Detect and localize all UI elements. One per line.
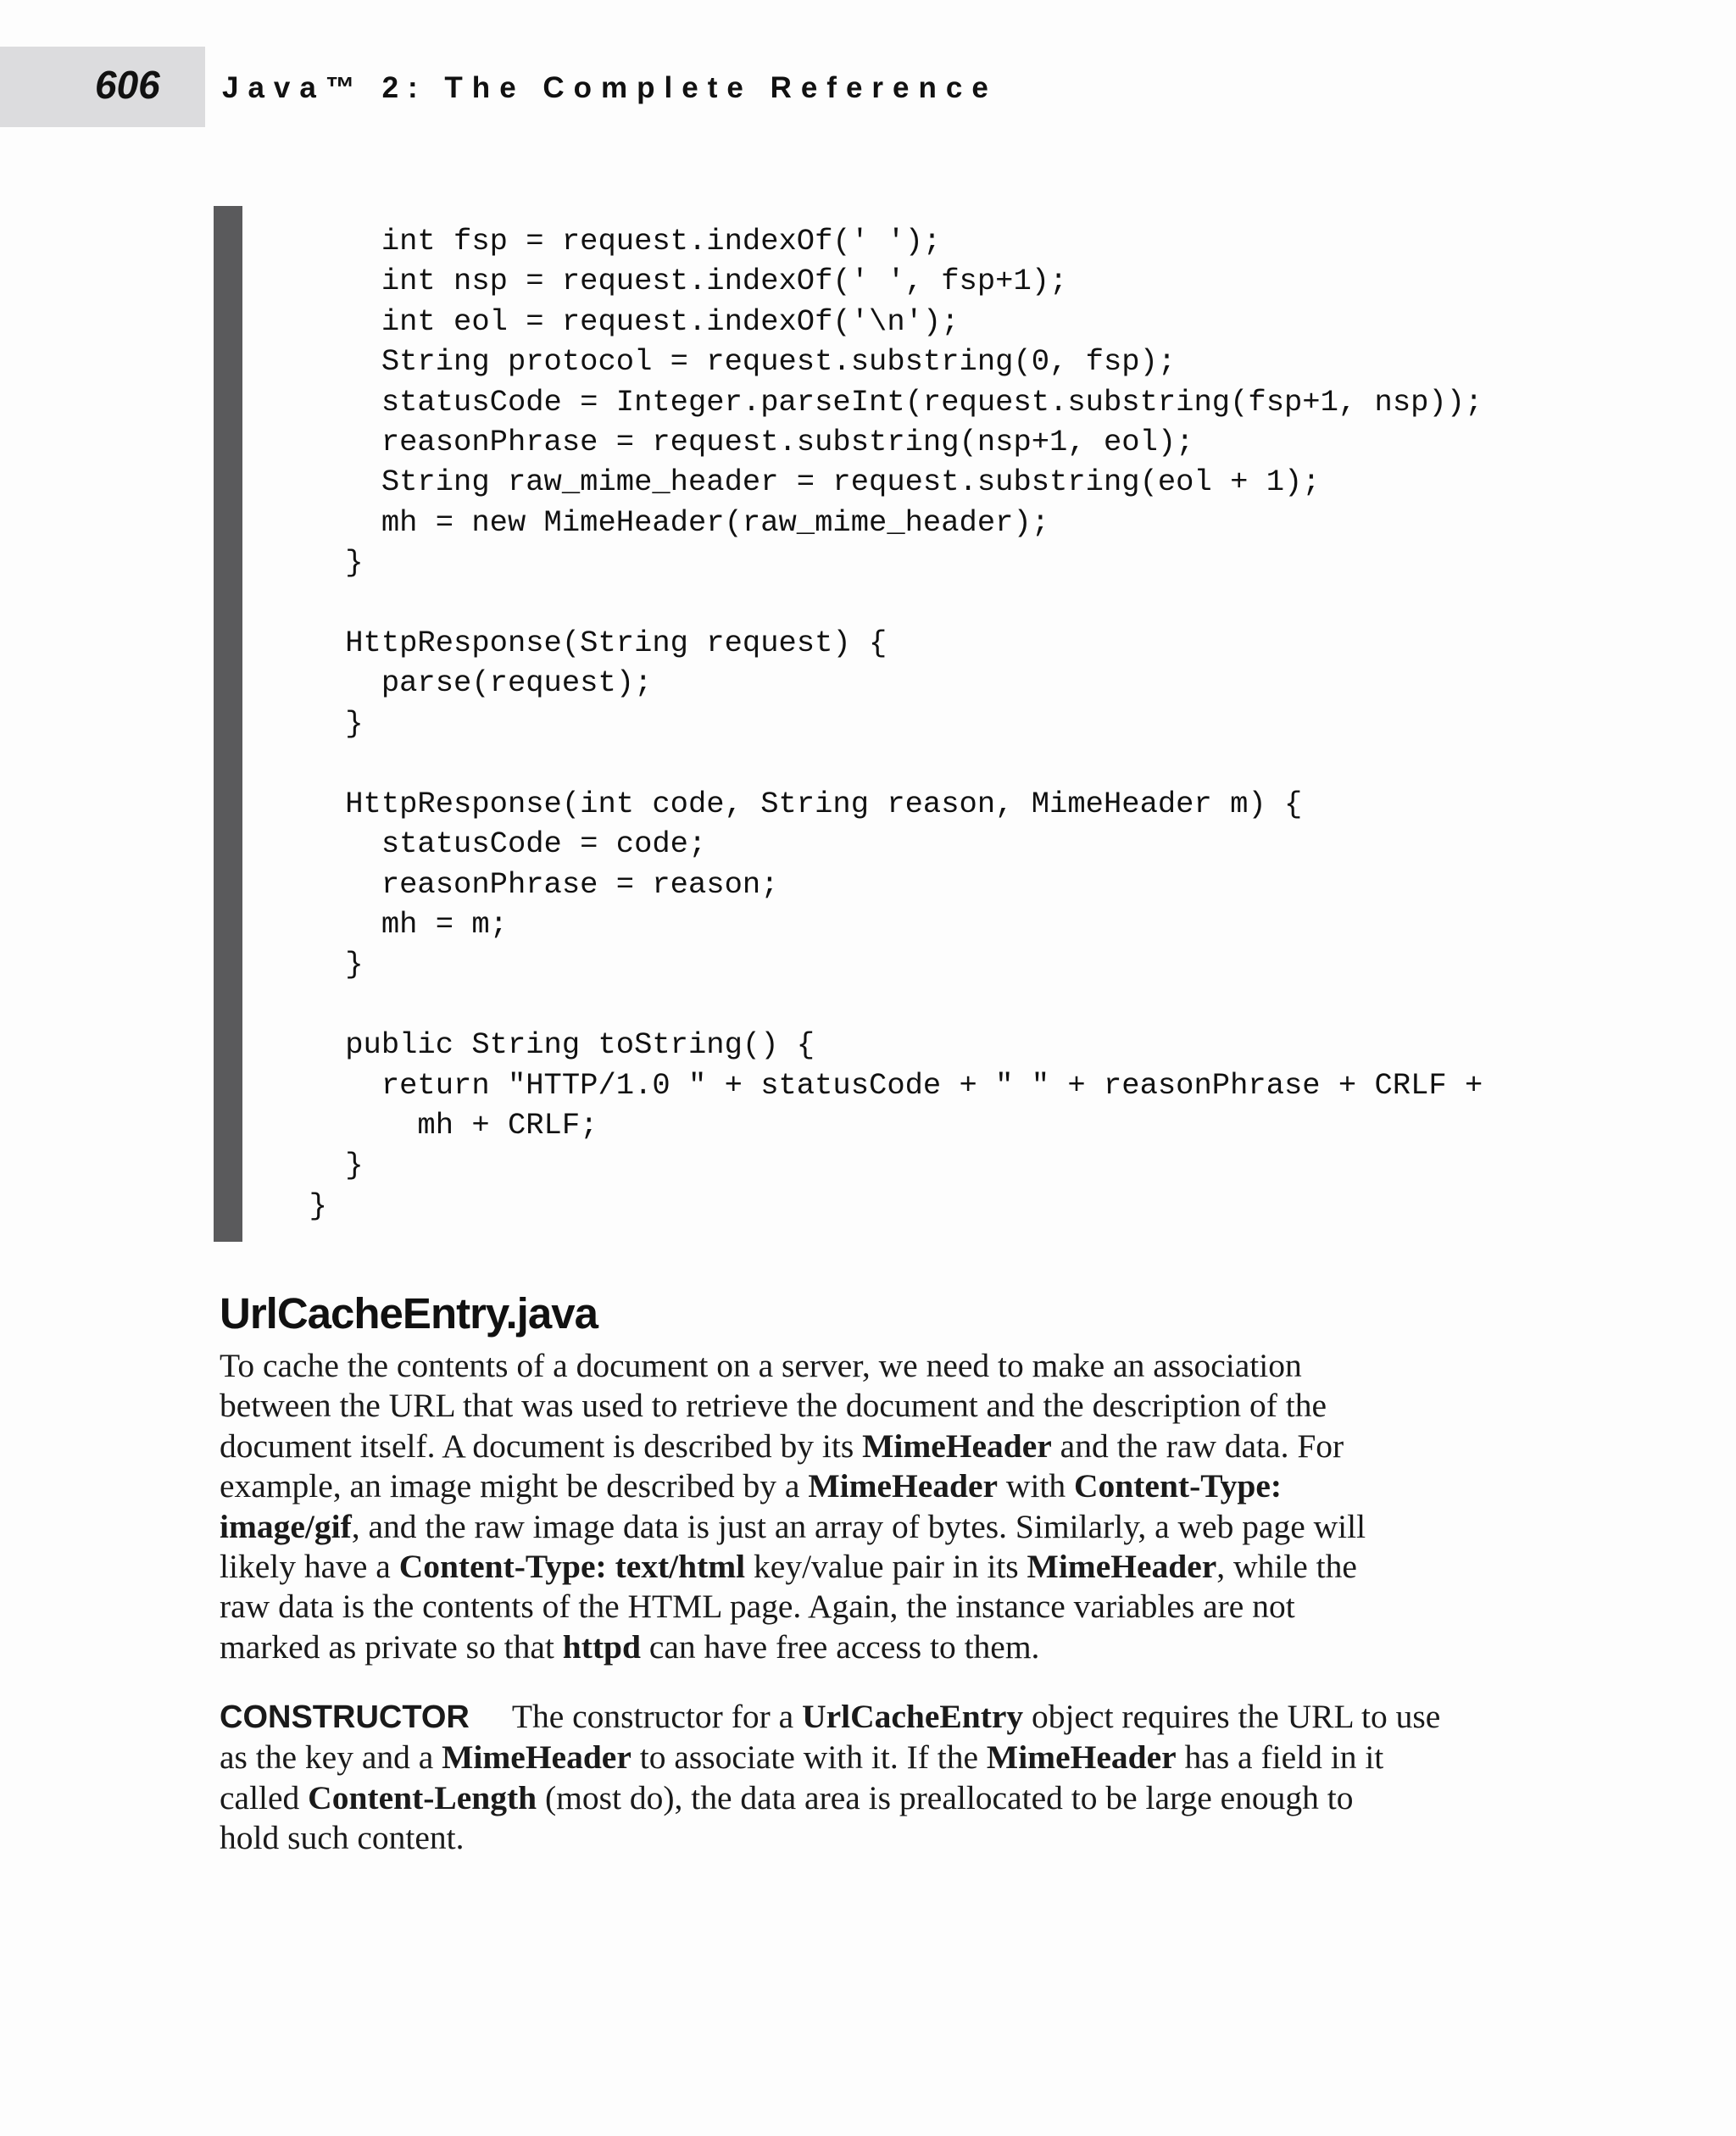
constructor-runin-heading: CONSTRUCTOR bbox=[220, 1699, 470, 1735]
text-run: marked as private so that bbox=[220, 1627, 563, 1666]
running-title: Java™ 2: The Complete Reference bbox=[222, 71, 998, 104]
paragraph-intro bbox=[220, 1346, 1542, 1667]
text-line bbox=[220, 1818, 1542, 1858]
text-line bbox=[220, 1427, 1542, 1466]
text-run: as the key and a bbox=[220, 1738, 442, 1777]
text-line bbox=[220, 1627, 1542, 1667]
text-run: has a field in it bbox=[1176, 1738, 1384, 1777]
text-run: likely have a bbox=[220, 1548, 399, 1586]
text-run: to associate with it. If the bbox=[631, 1738, 987, 1777]
bold-term: httpd bbox=[562, 1627, 641, 1666]
text-line bbox=[220, 1587, 1542, 1627]
bold-term: Content-Length bbox=[308, 1778, 537, 1816]
text-run: , and the raw image data is just an array of bytes. Similarly, a web page will bbox=[351, 1507, 1366, 1545]
text-run: , while the bbox=[1216, 1548, 1357, 1586]
text-line bbox=[220, 1697, 1542, 1738]
text-run: To cache the contents of a document on a server, we need to make an association bbox=[220, 1347, 1302, 1384]
text-run: (most do), the data area is preallocated to be large enough to bbox=[537, 1778, 1354, 1816]
text-run: with bbox=[998, 1467, 1075, 1505]
bold-term: MimeHeader bbox=[442, 1738, 632, 1777]
text-run: between the URL that was used to retrieve the document and the description of the bbox=[220, 1387, 1327, 1425]
bold-term: MimeHeader bbox=[1027, 1548, 1217, 1586]
text-run: example, an image might be described by a bbox=[220, 1467, 809, 1505]
text-line bbox=[220, 1547, 1542, 1587]
text-run: can have free access to them. bbox=[640, 1627, 1040, 1666]
text-line bbox=[220, 1507, 1542, 1547]
bold-term: image/gif bbox=[220, 1507, 352, 1545]
bold-term: Content-Type: bbox=[1074, 1467, 1283, 1505]
text-run: raw data is the contents of the HTML page. Again, the instance variables are not bbox=[220, 1588, 1295, 1626]
text-run: called bbox=[220, 1778, 309, 1816]
page-number: 606 bbox=[95, 63, 160, 107]
text-line bbox=[220, 1466, 1542, 1506]
text-line bbox=[220, 1778, 1542, 1818]
text-run: and the raw data. For bbox=[1051, 1427, 1344, 1465]
text-line bbox=[220, 1386, 1542, 1426]
section-heading: UrlCacheEntry.java bbox=[220, 1289, 598, 1338]
bold-term: Content-Type: text/html bbox=[398, 1548, 746, 1586]
text-run: document itself. A document is described by its bbox=[220, 1427, 863, 1465]
bold-term: MimeHeader bbox=[808, 1467, 999, 1505]
text-line bbox=[220, 1346, 1542, 1386]
text-run: key/value pair in its bbox=[745, 1548, 1027, 1586]
code-listing: int fsp = request.indexOf(' '); int nsp = request.indexOf(' ', fsp+1); int eol = request.indexOf('\n'); String protocol = request.substring(0, fsp); statusCode = Integer.parseInt(request.substring(fsp+1, nsp)); reasonPhrase = request.substring(nsp+1, eol); String raw_mime_header = request.substring(eol + 1); mh = new MimeHeader(raw_mime_header); } HttpResponse(String request) { parse(request); } HttpResponse(int code, String reason, MimeHeader m) { statusCode = code; reasonPhrase = reason; mh = m; } public String toString() { return "HTTP/1.0 " + statusCode + " " + reasonPhrase + CRLF + mh + CRLF; } } bbox=[309, 224, 1483, 1223]
text-run: The constructor for a bbox=[511, 1698, 803, 1735]
bold-term: MimeHeader bbox=[862, 1427, 1052, 1465]
text-line bbox=[220, 1738, 1542, 1777]
text-run: object requires the URL to use bbox=[1023, 1698, 1441, 1735]
bold-term: UrlCacheEntry bbox=[802, 1698, 1024, 1735]
text-run: hold such content. bbox=[220, 1819, 465, 1857]
bold-term: MimeHeader bbox=[986, 1738, 1177, 1777]
code-sidebar-bar bbox=[214, 206, 242, 1242]
paragraph-constructor bbox=[220, 1697, 1542, 1859]
